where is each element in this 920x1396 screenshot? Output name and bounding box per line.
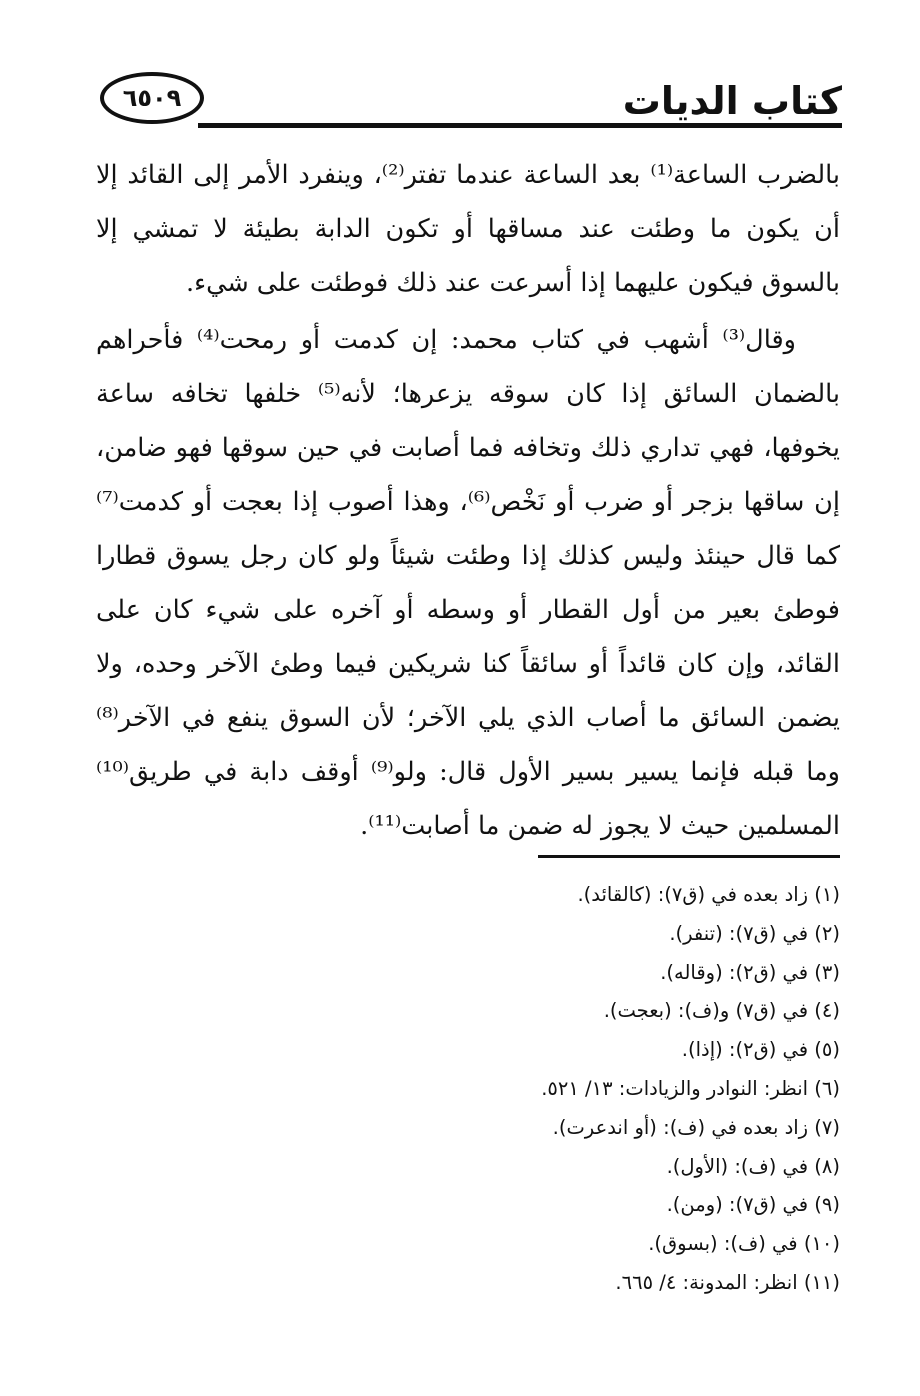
footnote: (٨) في (ف): (الأول). — [666, 1154, 840, 1178]
footnote: (١) زاد بعده في (ق٧): (كالقائد). — [577, 883, 840, 906]
footnote: (١٠) في (ف): (بسوق). — [648, 1232, 840, 1256]
footnote: (٦) انظر: النوادر والزيادات: ١٣/ ٥٢١. — [541, 1076, 840, 1100]
footnote: (٤) في (ق٧) و(ف): (بعجت). — [603, 999, 840, 1023]
footnote: (١١) انظر: المدونة: ٤/ ٦٦٥. — [615, 1270, 840, 1294]
page-number: ٦٥٠٩ — [122, 84, 182, 112]
footnotes-list — [96, 876, 840, 1303]
footnote: (٢) في (ق٧): (تنفر). — [669, 921, 840, 945]
footnote: (٥) في (ق٢): (إذا). — [681, 1038, 840, 1062]
footnote-separator — [538, 855, 840, 858]
footnote: (٣) في (ق٢): (وقاله). — [660, 960, 840, 984]
header-rule — [198, 123, 842, 128]
footnote: (٩) في (ق٧): (ومن). — [666, 1193, 840, 1217]
footnote: (٧) زاد بعده في (ف): (أو اندعرت). — [552, 1115, 840, 1139]
page-number-oval — [100, 72, 204, 124]
paragraph: بالضرب الساعة⁽¹⁾ بعد الساعة عندما تفتر⁽²⁾، وينفرد الأمر إلى القائد إلا أن يكون ما وطئت عند مساقها أو تكون الدابة بطيئة لا تمشي إلا بالسوق فيكون عليهما إذا أسرعت عند ذلك فوطئت على شيء. — [96, 160, 840, 298]
main-text — [96, 148, 840, 853]
book-title: كتاب الديات — [622, 79, 842, 123]
paragraph: وقال⁽³⁾ أشهب في كتاب محمد: إن كدمت أو رمحت⁽⁴⁾ فأحراهم بالضمان السائق إذا كان سوقه يزعرها؛ لأنه⁽⁵⁾ خلفها تخافه ساعة يخوفها، فهي تداري ذلك وتخافه فما أصابت في حين سوقها فهو ضامن، إن ساقها بزجر أو ضرب أو نَخْص⁽⁶⁾، وهذا أصوب إذا بعجت أو كدمت⁽⁷⁾ كما قال حينئذ وليس كذلك إذا وطئت شيئاً ولو كان رجل يسوق قطارا فوطئ بعير من أول القطار أو وسطه أو آخره على شيء كان على القائد، وإن كان قائداً أو سائقاً كنا شريكين فيما وطئ الآخر وحده، ولا يضمن السائق ما أصاب الذي يلي الآخر؛ لأن السوق ينفع في الآخر⁽⁸⁾ وما قبله فإنما يسير بسير الأول قال: ولو⁽⁹⁾ أوقف دابة في طريق⁽¹⁰⁾ المسلمين حيث لا يجوز له ضمن ما أصابت⁽¹¹⁾. — [96, 325, 840, 841]
